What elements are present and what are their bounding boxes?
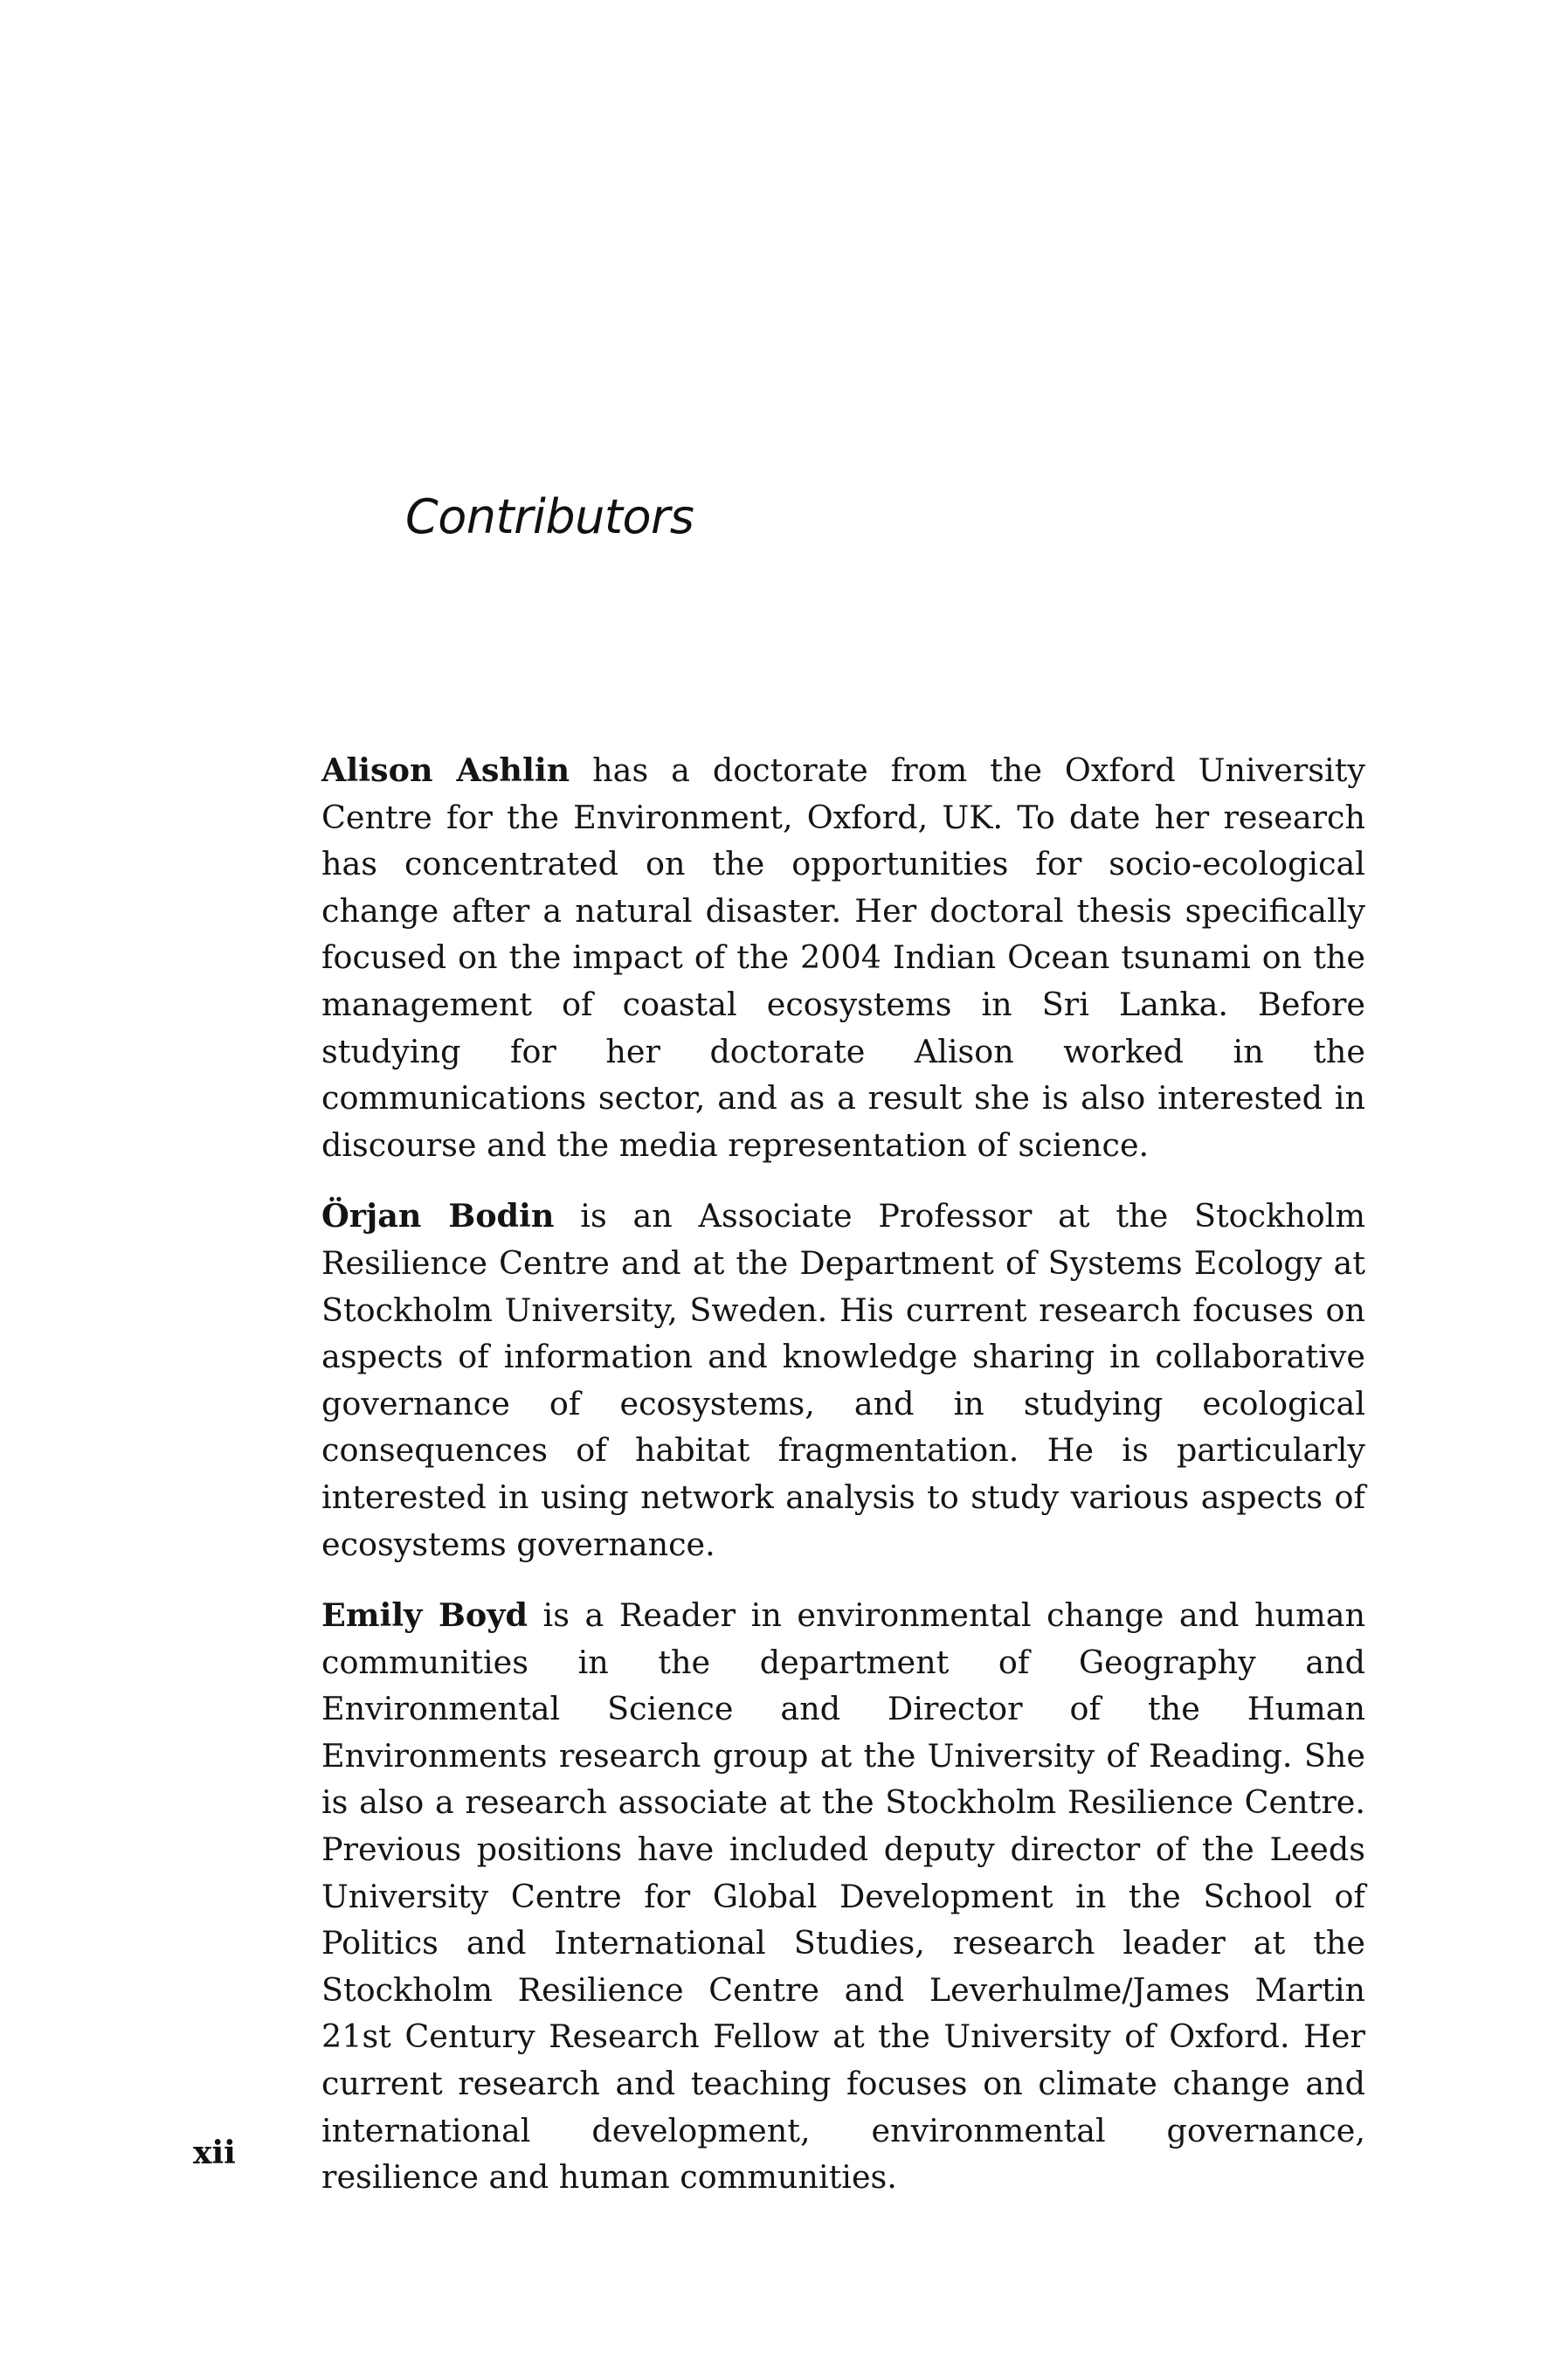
- contributor-entry: [321, 747, 1365, 1168]
- contributor-bio: has a doctorate from the Oxford University Centre for the Environment, Oxford, UK. To date her research has concentrated on the opportunities for socio-ecological change after a natural disaster. Her doctoral thesis specifically focused on the impact of the 2004 Indian Ocean tsunami on the management of coastal ecosystems in Sri Lanka. Before studying for her doctorate Alison worked in the communications sector, and as a result she is also interested in discourse and the media representation of science.: [321, 751, 1365, 1164]
- contributor-bio: is an Associate Professor at the Stockholm Resilience Centre and at the Department of Systems Ecology at Stockholm University, Sweden. His current research focuses on aspects of information and knowledge sharing in collaborative governance of ecosystems, and in studying ecological consequences of habitat fragmentation. He is particularly interested in using network analysis to study various aspects of ecosystems governance.: [321, 1197, 1365, 1563]
- contributor-entry: [321, 1592, 1365, 2201]
- contributor-name: Örjan Bodin: [321, 1197, 555, 1235]
- contributor-name: Alison Ashlin: [321, 751, 570, 789]
- contributor-bio: is a Reader in environmental change and human communities in the department of Geography and Environmental Science and Director of the Human Environments research group at the University of Reading. She is also a research associate at the Stockholm Resilience Centre. Previous positions have included deputy director of the Leeds University Centre for Global Development in the School of Politics and International Studies, research leader at the Stockholm Resilience Centre and Leverhulme/James Martin 21st Century Research Fellow at the University of Oxford. Her current research and teaching focuses on climate change and international development, environmental governance, resilience and human communities.: [321, 1596, 1365, 2197]
- contributor-name: Emily Boyd: [321, 1596, 528, 1635]
- contributor-list: [321, 747, 1365, 2225]
- contributor-entry: [321, 1193, 1365, 1568]
- page-number: xii: [193, 2135, 236, 2171]
- page-title: Contributors: [405, 489, 694, 544]
